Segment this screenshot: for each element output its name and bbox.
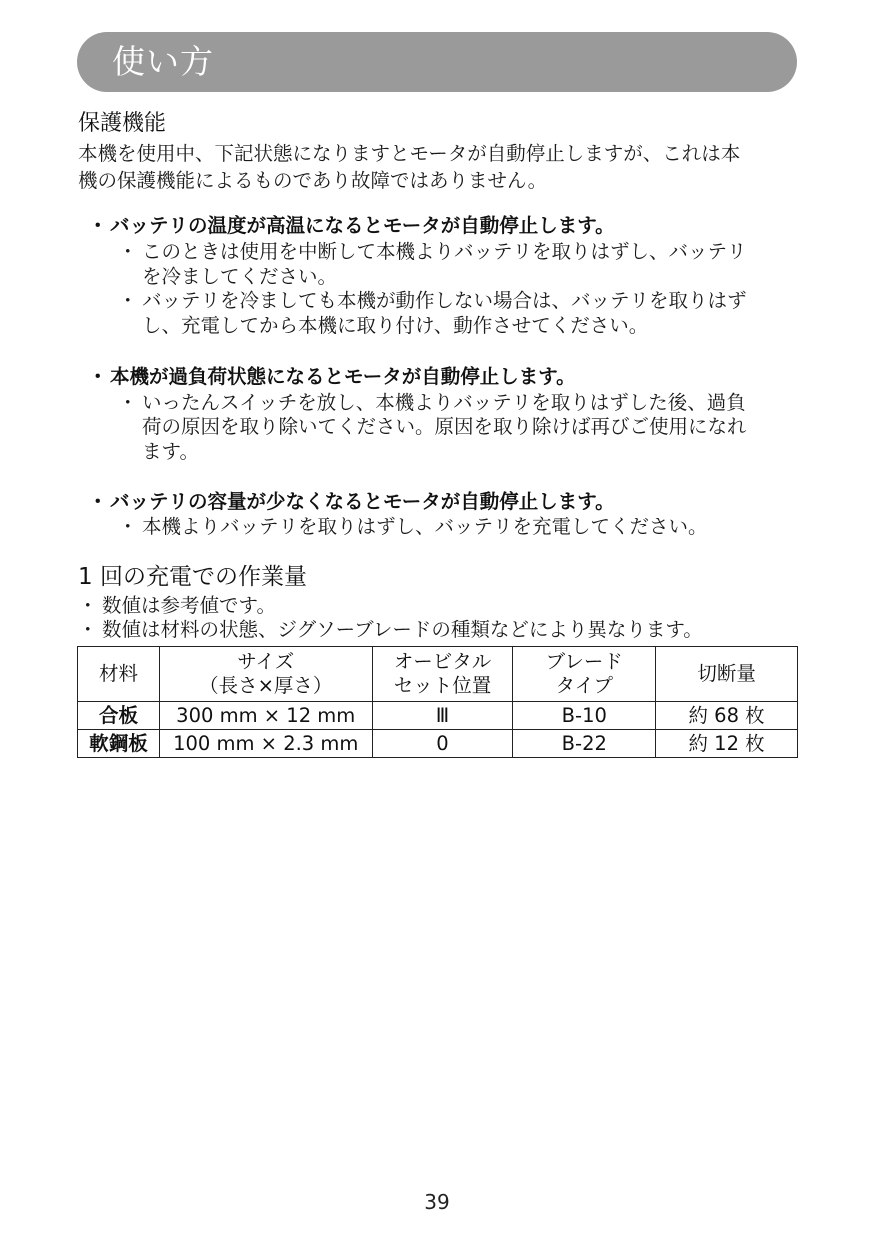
sub-item-line: を冷ましてください。 — [142, 265, 338, 288]
item-title: バッテリの容量が少なくなるとモータが自動停止します。 — [110, 490, 615, 513]
column-header-blade: ブレード タイプ — [513, 647, 656, 702]
column-header-orbital: オービタル セット位置 — [372, 647, 513, 702]
bullet-dot: ・ — [88, 490, 108, 513]
cell-cut-amount: 約 12 枚 — [656, 730, 798, 758]
bullet-dot: ・ — [118, 240, 138, 263]
sub-item-line: 荷の原因を取り除いてください。原因を取り除けば再びご使用になれ — [142, 415, 747, 438]
item-title: バッテリの温度が高温になるとモータが自動停止します。 — [110, 214, 615, 237]
page-title: 使い方 — [112, 42, 214, 81]
table-row — [78, 702, 798, 730]
note-text: 数値は参考値です。 — [102, 594, 276, 617]
cell-orbital: Ⅲ — [372, 702, 513, 730]
sub-item-line: 本機よりバッテリを取りはずし、バッテリを充電してください。 — [142, 515, 708, 538]
bullet-dot: ・ — [118, 391, 138, 414]
column-header-size: サイズ （長さ×厚さ） — [159, 647, 372, 702]
bullet-dot: ・ — [118, 289, 138, 312]
workload-heading: 1 回の充電での作業量 — [78, 564, 307, 590]
cell-blade: B-22 — [513, 730, 656, 758]
sub-item-line: ます。 — [142, 440, 199, 463]
sub-item-line: いったんスイッチを放し、本機よりバッテリを取りはずした後、過負 — [142, 391, 746, 414]
column-header-cut-amount: 切断量 — [656, 647, 798, 702]
note-text: 数値は材料の状態、ジグソーブレードの種類などにより異なります。 — [102, 618, 703, 641]
bullet-dot: ・ — [78, 618, 98, 641]
intro-line: 機の保護機能によるものであり故障ではありません。 — [78, 169, 548, 192]
cell-size: 100 mm × 2.3 mm — [159, 730, 372, 758]
workload-table — [77, 646, 798, 758]
sub-item-line: バッテリを冷ましても本機が動作しない場合は、バッテリを取りはず — [142, 289, 747, 312]
bullet-dot: ・ — [118, 515, 138, 538]
cell-blade: B-10 — [513, 702, 656, 730]
item-title: 本機が過負荷状態になるとモータが自動停止します。 — [110, 365, 576, 388]
intro-line: 本機を使用中、下記状態になりますとモータが自動停止しますが、これは本 — [78, 142, 741, 165]
cell-size: 300 mm × 12 mm — [159, 702, 372, 730]
cell-material: 軟鋼板 — [78, 730, 160, 758]
table-header-row — [78, 647, 798, 702]
table-row — [78, 730, 798, 758]
protection-intro — [78, 140, 798, 194]
sub-item-line: し、充電してから本機に取り付け、動作させてください。 — [142, 314, 649, 337]
bullet-dot: ・ — [88, 214, 108, 237]
cell-material: 合板 — [78, 702, 160, 730]
page-number: 39 — [424, 1190, 450, 1214]
sub-item-line: このときは使用を中断して本機よりバッテリを取りはずし、バッテリ — [142, 240, 747, 263]
header-bar — [77, 32, 797, 92]
bullet-dot: ・ — [78, 594, 98, 617]
protection-heading: 保護機能 — [78, 111, 167, 136]
cell-orbital: 0 — [372, 730, 513, 758]
column-header-material: 材料 — [78, 647, 160, 702]
cell-cut-amount: 約 68 枚 — [656, 702, 798, 730]
bullet-dot: ・ — [88, 365, 108, 388]
